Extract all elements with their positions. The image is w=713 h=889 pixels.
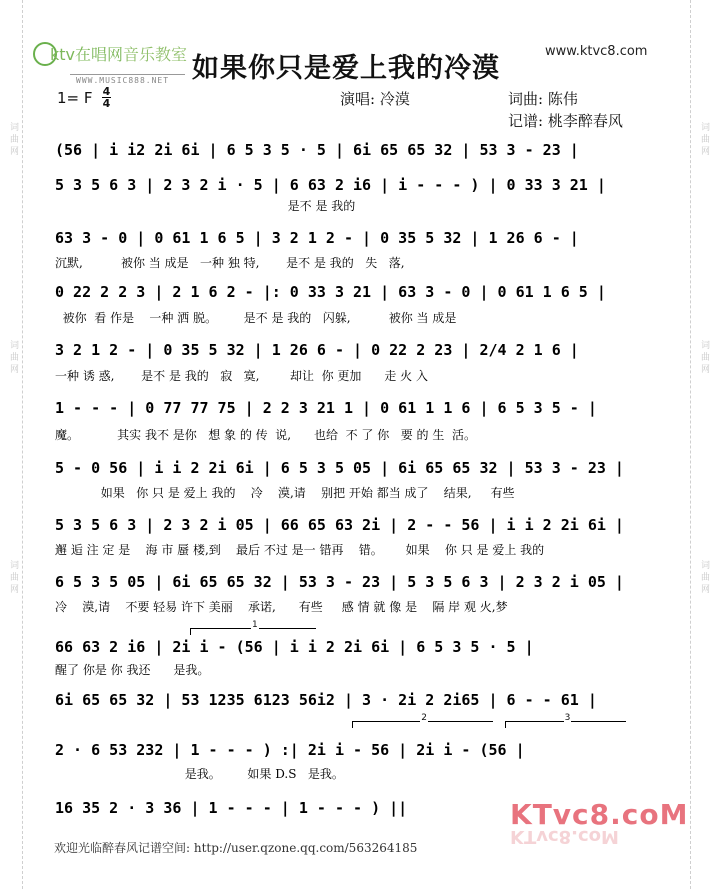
right-watermark-strip bbox=[690, 0, 713, 889]
lyric-line-12: 是我。 如果 D.S 是我。 bbox=[55, 767, 344, 781]
recorder-credit: 记谱: 桃李醉春风 bbox=[508, 112, 623, 130]
lyric-line-5: 一种 诱 惑, 是不 是 我的 寂 寞, 却让 你 更加 走 火 入 bbox=[55, 369, 428, 383]
lyric-line-10: 醒了 你是 你 我还 是我。 bbox=[55, 663, 210, 677]
notation-line-2: 5 3 5 6 3 | 2 3 2 i · 5 | 6 63 2 i6 | i - - - ) | 0 33 3 21 | bbox=[55, 176, 606, 194]
notation-line-10: 66 63 2 i6 | 2i i - (56 | i i 2 2i 6i | 6 5 3 5 · 5 | bbox=[55, 638, 534, 656]
brand-logo: KTvc8.coM bbox=[510, 798, 689, 831]
side-char: 词 bbox=[699, 122, 709, 131]
notation-line-4: 0 22 2 2 3 | 2 1 6 2 - |: 0 33 3 21 | 63 3 - 0 | 0 61 1 6 5 | bbox=[55, 283, 606, 301]
notation-line-8: 5 3 5 6 3 | 2 3 2 i 05 | 66 65 63 2i | 2 - - 56 | i i 2 2i 6i | bbox=[55, 516, 624, 534]
side-char: 词 bbox=[699, 560, 709, 569]
side-char: 词 bbox=[699, 340, 709, 349]
brand-logo-reflection: KTvc8.coM bbox=[510, 826, 619, 847]
song-title: 如果你只是爱上我的冷漠 bbox=[192, 53, 500, 84]
side-char: 曲 bbox=[8, 352, 18, 361]
notation-line-1: (56 | i i2 2i 6i | 6 5 3 5 · 5 | 6i 65 65 32 | 53 3 - 23 | bbox=[55, 141, 579, 159]
side-char: 曲 bbox=[699, 352, 709, 361]
notation-line-5: 3 2 1 2 - | 0 35 5 32 | 1 26 6 - | 0 22 2 23 | 2/4 2 1 6 | bbox=[55, 341, 579, 359]
key-signature: 1= F bbox=[57, 89, 93, 107]
notation-line-13: 16 35 2 · 3 36 | 1 - - - | 1 - - - ) || bbox=[55, 799, 408, 817]
side-char: 网 bbox=[8, 584, 18, 593]
footer-note: 欢迎光临醉春风记谱空间: http://user.qzone.qq.com/563264185 bbox=[54, 841, 418, 855]
side-char: 曲 bbox=[699, 572, 709, 581]
side-char: 曲 bbox=[699, 134, 709, 143]
lyric-line-8: 邂 逅 注 定 是 海 市 蜃 楼,到 最后 不过 是一 错再 错。 如果 你 只 是 爱上 我的 bbox=[55, 543, 545, 557]
volta-number: 3 bbox=[564, 713, 571, 723]
left-watermark-strip bbox=[0, 0, 23, 889]
singer-credit: 演唱: 冷漠 bbox=[340, 90, 410, 108]
logo-url: WWW.MUSIC888.NET bbox=[76, 76, 170, 85]
composer-credit: 词曲: 陈伟 bbox=[508, 90, 578, 108]
side-char: 网 bbox=[8, 146, 18, 155]
lyric-line-9: 冷 漠,请 不要 轻易 许下 美丽 承诺, 有些 感 情 就 像 是 隔 岸 观 火,梦 bbox=[55, 600, 508, 614]
site-logo: ktv在唱网音乐教室 bbox=[50, 45, 188, 64]
notation-line-3: 63 3 - 0 | 0 61 1 6 5 | 3 2 1 2 - | 0 35 5 32 | 1 26 6 - | bbox=[55, 229, 579, 247]
side-char: 词 bbox=[8, 340, 18, 349]
time-bottom: 4 bbox=[102, 97, 111, 110]
notation-line-7: 5 - 0 56 | i i 2 2i 6i | 6 5 3 5 05 | 6i 65 65 32 | 53 3 - 23 | bbox=[55, 459, 624, 477]
lyric-line-7: 如果 你 只 是 爱上 我的 冷 漠,请 别把 开始 都当 成了 结果, 有些 bbox=[55, 486, 515, 500]
logo-underline bbox=[70, 74, 185, 75]
side-char: 网 bbox=[699, 584, 709, 593]
lyric-line-3: 沉默, 被你 当 成是 一种 独 特, 是不 是 我的 失 落, bbox=[55, 256, 405, 270]
side-char: 曲 bbox=[8, 134, 18, 143]
notation-line-11: 6i 65 65 32 | 53 1235 6123 56i2 | 3 · 2i 2 2i65 | 6 - - 61 | bbox=[55, 691, 597, 709]
lyric-line-2: 是不 是 我的 bbox=[55, 199, 356, 213]
time-signature bbox=[102, 86, 111, 109]
side-char: 曲 bbox=[8, 572, 18, 581]
volta-number: 1 bbox=[252, 620, 258, 630]
side-char: 网 bbox=[8, 364, 18, 373]
site-url: www.ktvc8.com bbox=[545, 44, 648, 59]
volta-number: 2 bbox=[421, 713, 427, 723]
lyric-line-4: 被你 看 作是 一种 洒 脱。 是不 是 我的 闪躲, 被你 当 成是 bbox=[55, 311, 457, 325]
side-char: 网 bbox=[699, 146, 709, 155]
notation-line-12: 2 · 6 53 232 | 1 - - - ) :| 2i i - 56 | 2i i - (56 | bbox=[55, 741, 525, 759]
volta-bracket-3 bbox=[505, 713, 626, 728]
volta-bracket-2 bbox=[352, 713, 493, 728]
notation-line-6: 1 - - - | 0 77 77 75 | 2 2 3 21 1 | 0 61 1 1 6 | 6 5 3 5 - | bbox=[55, 399, 597, 417]
side-char: 词 bbox=[8, 122, 18, 131]
volta-bracket-1 bbox=[190, 620, 316, 635]
lyric-line-6: 魔。 其实 我不 是你 想 象 的 传 说, 也给 不 了 你 要 的 生 活。 bbox=[55, 428, 476, 442]
notation-line-9: 6 5 3 5 05 | 6i 65 65 32 | 53 3 - 23 | 5 3 5 6 3 | 2 3 2 i 05 | bbox=[55, 573, 624, 591]
side-char: 词 bbox=[8, 560, 18, 569]
side-char: 网 bbox=[699, 364, 709, 373]
time-top: 4 bbox=[102, 85, 111, 98]
